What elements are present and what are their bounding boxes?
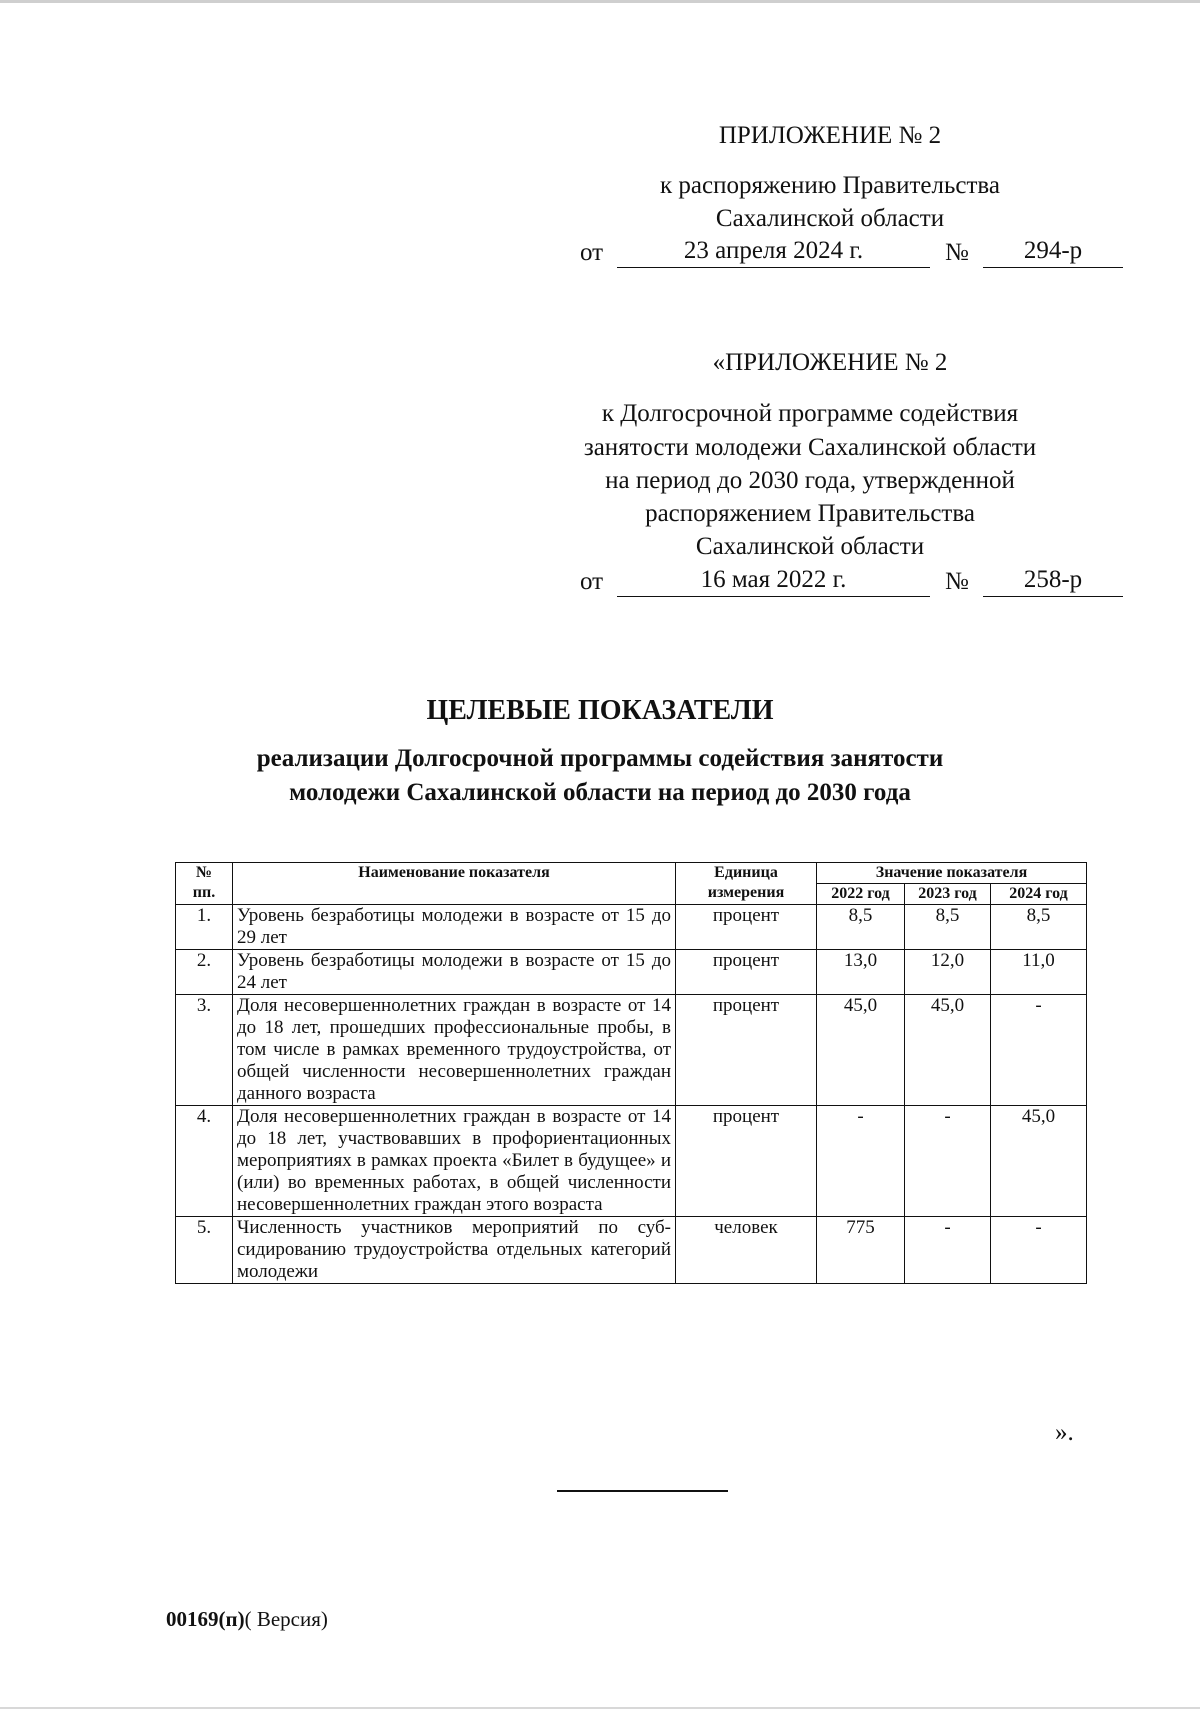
- closing-quote: ».: [1055, 1419, 1074, 1446]
- order-number-field: 294-р: [983, 236, 1123, 268]
- indicator-unit: процент: [676, 995, 817, 1106]
- indicator-value-2024: 8,5: [991, 905, 1087, 950]
- row-number: 3.: [176, 995, 233, 1106]
- document-subtitle-line: молодежи Сахалинской области на период до 2030 года: [289, 779, 911, 806]
- col-header-unit: [676, 863, 817, 905]
- indicator-value-2024: -: [991, 995, 1087, 1106]
- col-header-number: [176, 863, 233, 905]
- document-title: ЦЕЛЕВЫЕ ПОКАЗАТЕЛИ: [426, 695, 774, 726]
- table-row: [176, 905, 1087, 950]
- row-number: 2.: [176, 950, 233, 995]
- col-header-unit-line: Единица: [714, 864, 778, 881]
- indicator-value-2023: 12,0: [905, 950, 991, 995]
- table-row: [176, 995, 1087, 1106]
- indicator-unit: процент: [676, 905, 817, 950]
- col-header-year: 2022 год: [817, 884, 905, 905]
- scan-edge-bottom: [0, 1707, 1200, 1709]
- number-sign-label: №: [945, 239, 969, 266]
- indicator-value-2024: -: [991, 1217, 1087, 1284]
- appendix-subtitle-line: к Долгосрочной программе содействия: [601, 400, 1019, 427]
- col-header-unit-line: измерения: [707, 884, 785, 901]
- row-number: 4.: [176, 1106, 233, 1217]
- separator-line: [557, 1490, 728, 1492]
- appendix-subtitle-line: Сахалинской области: [715, 205, 945, 232]
- order-date-field: 16 мая 2022 г.: [617, 565, 930, 597]
- indicator-value-2022: -: [817, 1106, 905, 1217]
- col-header-number-line: пп.: [192, 884, 216, 901]
- footer-code: 00169(п): [166, 1607, 245, 1631]
- indicator-value-2022: 45,0: [817, 995, 905, 1106]
- appendix-subtitle-line: Сахалинской области: [695, 533, 925, 560]
- indicator-unit: процент: [676, 950, 817, 995]
- indicator-value-2022: 13,0: [817, 950, 905, 995]
- indicator-name: Уровень безработицы молодежи в возрасте от 15 до 24 лет: [233, 950, 676, 995]
- order-number-field: 258-р: [983, 565, 1123, 597]
- appendix-title: «ПРИЛОЖЕНИЕ № 2: [712, 349, 948, 376]
- appendix-subtitle-line: распоряжением Правительства: [645, 500, 975, 527]
- col-header-number-line: №: [195, 864, 213, 881]
- indicators-table: [175, 862, 1087, 1284]
- row-number: 1.: [176, 905, 233, 950]
- col-header-name: Наименование показателя: [233, 863, 676, 905]
- indicator-name: Численность участников мероприятий по суб-сидированию трудоустройства отдельных категорий молодежи: [233, 1217, 676, 1284]
- scan-edge-top: [0, 0, 1200, 3]
- indicator-value-2023: 8,5: [905, 905, 991, 950]
- table-row: [176, 950, 1087, 995]
- appendix-subtitle-line: к распоряжению Правительства: [659, 172, 1000, 199]
- indicator-value-2024: 45,0: [991, 1106, 1087, 1217]
- indicator-unit: человек: [676, 1217, 817, 1284]
- indicator-name: Уровень безработицы молодежи в возрасте от 15 до 29 лет: [233, 905, 676, 950]
- indicator-value-2023: -: [905, 1106, 991, 1217]
- indicator-value-2023: 45,0: [905, 995, 991, 1106]
- date-from-label: от: [580, 568, 604, 595]
- indicator-value-2022: 8,5: [817, 905, 905, 950]
- table-header-row: [176, 863, 1087, 884]
- row-number: 5.: [176, 1217, 233, 1284]
- indicator-name: Доля несовершеннолетних граждан в возрасте от 14 до 18 лет, прошедших профессиональные пробы, в том числе в рамках временного трудоустройства, от общей численности несовершеннолетних граждан данного возраста: [233, 995, 676, 1106]
- indicator-value-2023: -: [905, 1217, 991, 1284]
- indicator-value-2024: 11,0: [991, 950, 1087, 995]
- number-sign-label: №: [945, 568, 969, 595]
- order-date-field: 23 апреля 2024 г.: [617, 236, 930, 268]
- indicator-name: Доля несовершеннолетних граждан в возрасте от 14 до 18 лет, участвовавших в профориентационных мероприятиях в рамках проекта «Билет в будущее» и (или) во временных работах, в общей численности несовершеннолетних граждан этого возраста: [233, 1106, 676, 1217]
- footer-version: ( Версия): [244, 1607, 328, 1631]
- indicator-value-2022: 775: [817, 1217, 905, 1284]
- col-header-value-group: Значение показателя: [817, 863, 1087, 884]
- table-row: [176, 1106, 1087, 1217]
- table-row: [176, 1217, 1087, 1284]
- document-subtitle-line: реализации Долгосрочной программы содействия занятости: [256, 745, 944, 772]
- indicator-unit: процент: [676, 1106, 817, 1217]
- appendix-subtitle-line: занятости молодежи Сахалинской области: [583, 434, 1037, 461]
- date-from-label: от: [580, 239, 604, 266]
- col-header-year: 2024 год: [991, 884, 1087, 905]
- footer-version-stamp: [166, 1606, 328, 1632]
- appendix-subtitle-line: на период до 2030 года, утвержденной: [605, 467, 1015, 494]
- col-header-year: 2023 год: [905, 884, 991, 905]
- appendix-title: ПРИЛОЖЕНИЕ № 2: [718, 122, 942, 149]
